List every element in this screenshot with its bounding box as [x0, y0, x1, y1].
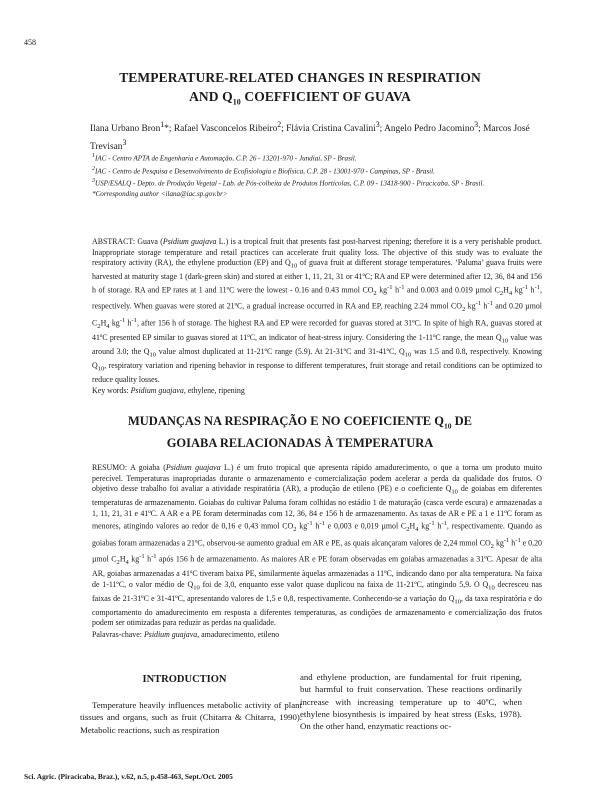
introduction-heading: INTRODUCTION	[142, 674, 227, 685]
affiliations	[92, 152, 542, 200]
title-line-1: TEMPERATURE-RELATED CHANGES IN RESPIRATION	[119, 70, 481, 85]
resumo-label: RESUMO:	[92, 463, 128, 472]
title-line-2: AND $Q_{10}$ COEFFICIENT OF GUAVA	[189, 89, 411, 107]
page-number: 458	[24, 38, 36, 47]
affiliation-2: $^2$IAC - Centro de Pesquisa e Desenvolvimento de Ecofisiologia e Biofísica, C.P. 28 - 13001-970 - Campinas, SP - Brasil.	[92, 165, 435, 175]
portuguese-title	[60, 413, 540, 452]
affiliation-1: $^1$IAC - Centro APTA de Engenharia e Automação, C.P. 26 - 13201-970 - Jundiaí, SP - Brasil.	[92, 153, 357, 163]
journal-footer: Sci. Agric. (Piracicaba, Braz.), v.62, n.5, p.458-463, Sept./Oct. 2005	[24, 772, 233, 781]
paper-title	[60, 68, 540, 112]
abstract: ABSTRACT: Guava (Psidium guajava L.) is a tropical fruit that presents fast post-harvest ripening; therefore it is a very perishable product. Inappropriate storage temperature and retail practices can accelerate fruit quality loss. The objective of this study was to evaluate the respiratory activity (RA), the ethylene production (EP) and $Q_{10}$ of guava fruit at different storage temperatures. ‘Paluma’ guava fruits were harvested at maturity stage 1 (dark-green skin) and stored at either 1, 11, 21, 31 or 41ºC; RA and EP were determined after 12, 36, 84 and 156 h of storage. RA and EP rates at 1 and 11ºC were the lowest - 0.16 and 0.43 mmol $CO_2$ $kg^{-1}$ $h^{-1}$ and 0.003 and 0.019 µmol $C_2H_4$ $kg^{-1}$ $h^{-1}$, respectively. When guavas were stored at 21ºC, a gradual increase occurred in RA and EP, reaching 2.24 mmol $CO_2$ $kg^{-1}$ $h^{-1}$ and 0.20 µmol $C_2H_4$ $kg^{-1}$ $h^{-1}$, after 156 h of storage. The highest RA and EP were recorded for guavas stored at 31ºC. In spite of high RA, guavas stored at 41ºC presented EP similar to guavas stored at 11ºC, an indicator of heat-stress injury. Considering the 1-11ºC range, the mean $Q_{10}$ value was around 3.0; the $Q_{10}$ value almost duplicated at 11-21ºC range (5.9). At 21-31ºC and 31-41ºC, $Q_{10}$ was 1.5 and 0.8, respectively. Knowing $Q_{10}$, respiratory variation and ripening behavior in response to different temperatures, fruit storage and retail conditions can be optimized to reduce quality losses.	[92, 237, 543, 384]
author-list: Ilana Urbano Bron$^1$*; Rafael Vasconcelos Ribeiro$^2$; Flávia Cristina Cavalini$^3$; Angelo Pedro Jacomino$^3$; Marcos José Trevisan$^3$	[90, 120, 530, 153]
resumo: RESUMO: A goiaba (Psidium guajava L.) é um fruto tropical que apresenta rápido amadurecimento, o que a torna um produto muito perecível. Temperaturas inapropriadas durante o armazenamento e comercialização podem acelerar a perda da qualidade dos frutos. O objetivo desse trabalho foi avaliar a atividade respiratória (AR), a produção de etileno (PE) e o coeficiente $Q_{10}$ de goiabas em diferentes temperaturas de armazenamento. Goiabas do cultivar Paluma foram colhidas no estádio 1 de maturação (casca verde escura) e armazenadas a 1, 11, 21, 31 e 41ºC. A AR e a PE foram determinadas com 12, 36, 84 e 156 h de armazenamento. As taxas de AR e PE a 1 e 11ºC foram as menores, atingindo valores ao redor de 0,16 e 0,43 mmol $CO_2$ $kg^{-1}$ $h^{-1}$ e 0,003 e 0,019 µmol $C_2H_4$ $kg^{-1}$ $h^{-1}$, respectivamente. Quando as goiabas foram armazenadas a 21ºC, observou-se aumento gradual em AR e PE, as quais alcançaram valores de 2,24 mmol $CO_2$ $kg^{-1}$ $h^{-1}$ e 0,20 µmol $C_2H_4$ $kg^{-1}$ $h^{-1}$ após 156 h de armazenamento. As maiores AR e PE foram observadas em goiabas armazenadas a 31ºC. Apesar de alta AR, goiabas armazenadas a 41ºC tiveram baixa PE, similarmente àquelas armazenadas a 11ºC, indicando dano por alta temperatura. Na faixa de 1-11ºC, o valor médio de $Q_{10}$ foi de 3,0, enquanto esse valor quase duplicou na faixa de 11-21ºC, atingindo 5,9. O $Q_{10}$ decresceu nas faixas de 21-31ºC e 31-41ºC, apresentando valores de 1,5 e 0,8, respectivamente. Conhecendo-se a variação do $Q_{10}$, da taxa respiratória e do comportamento do amadurecimento em resposta a diferentes temperaturas, as condições de armazenamento e comercialização dos frutos podem ser otimizadas para reduzir as perdas na qualidade.	[92, 463, 543, 628]
keywords: Key words: Psidium guajava, ethylene, ripening	[92, 386, 245, 395]
affiliation-3: $^3$USP/ESALQ - Depto. de Produção Vegetal - Lab. de Pós-colheita de Produtos Hortícolas, C.P. 09 - 13418-900 - Piracicaba, SP - Brasil.	[92, 178, 485, 188]
abstract-label: ABSTRACT:	[92, 237, 136, 246]
palavras-chave: Palavras-chave: Psidium guajava, amadurecimento, etileno	[92, 630, 280, 639]
pt-title-line-1: MUDANÇAS NA RESPIRAÇÃO E NO COEFICIENTE $Q_{10}$ DE	[127, 414, 472, 431]
corresponding-author: *Corresponding author <ilana@iac.sp.gov.br>	[92, 189, 228, 198]
introduction-right-column: and ethylene production, are fundamental for fruit ripening, but harmful to fruit conservation. These reactions ordinarily increase with increasing temperature up to 40ºC, when ethylene biosynthesis is impaired by heat stress (Esks, 1978). On the other hand, enzymatic reactions oc-	[300, 672, 522, 732]
pt-title-line-2: GOIABA RELACIONADAS À TEMPERATURA	[166, 435, 434, 450]
introduction-left-column: Temperature heavily influences metabolic activity of plant tissues and organs, such as fruit (Chitarra & Chitarra, 1990). Metabolic reactions, such as respiration	[80, 700, 302, 735]
